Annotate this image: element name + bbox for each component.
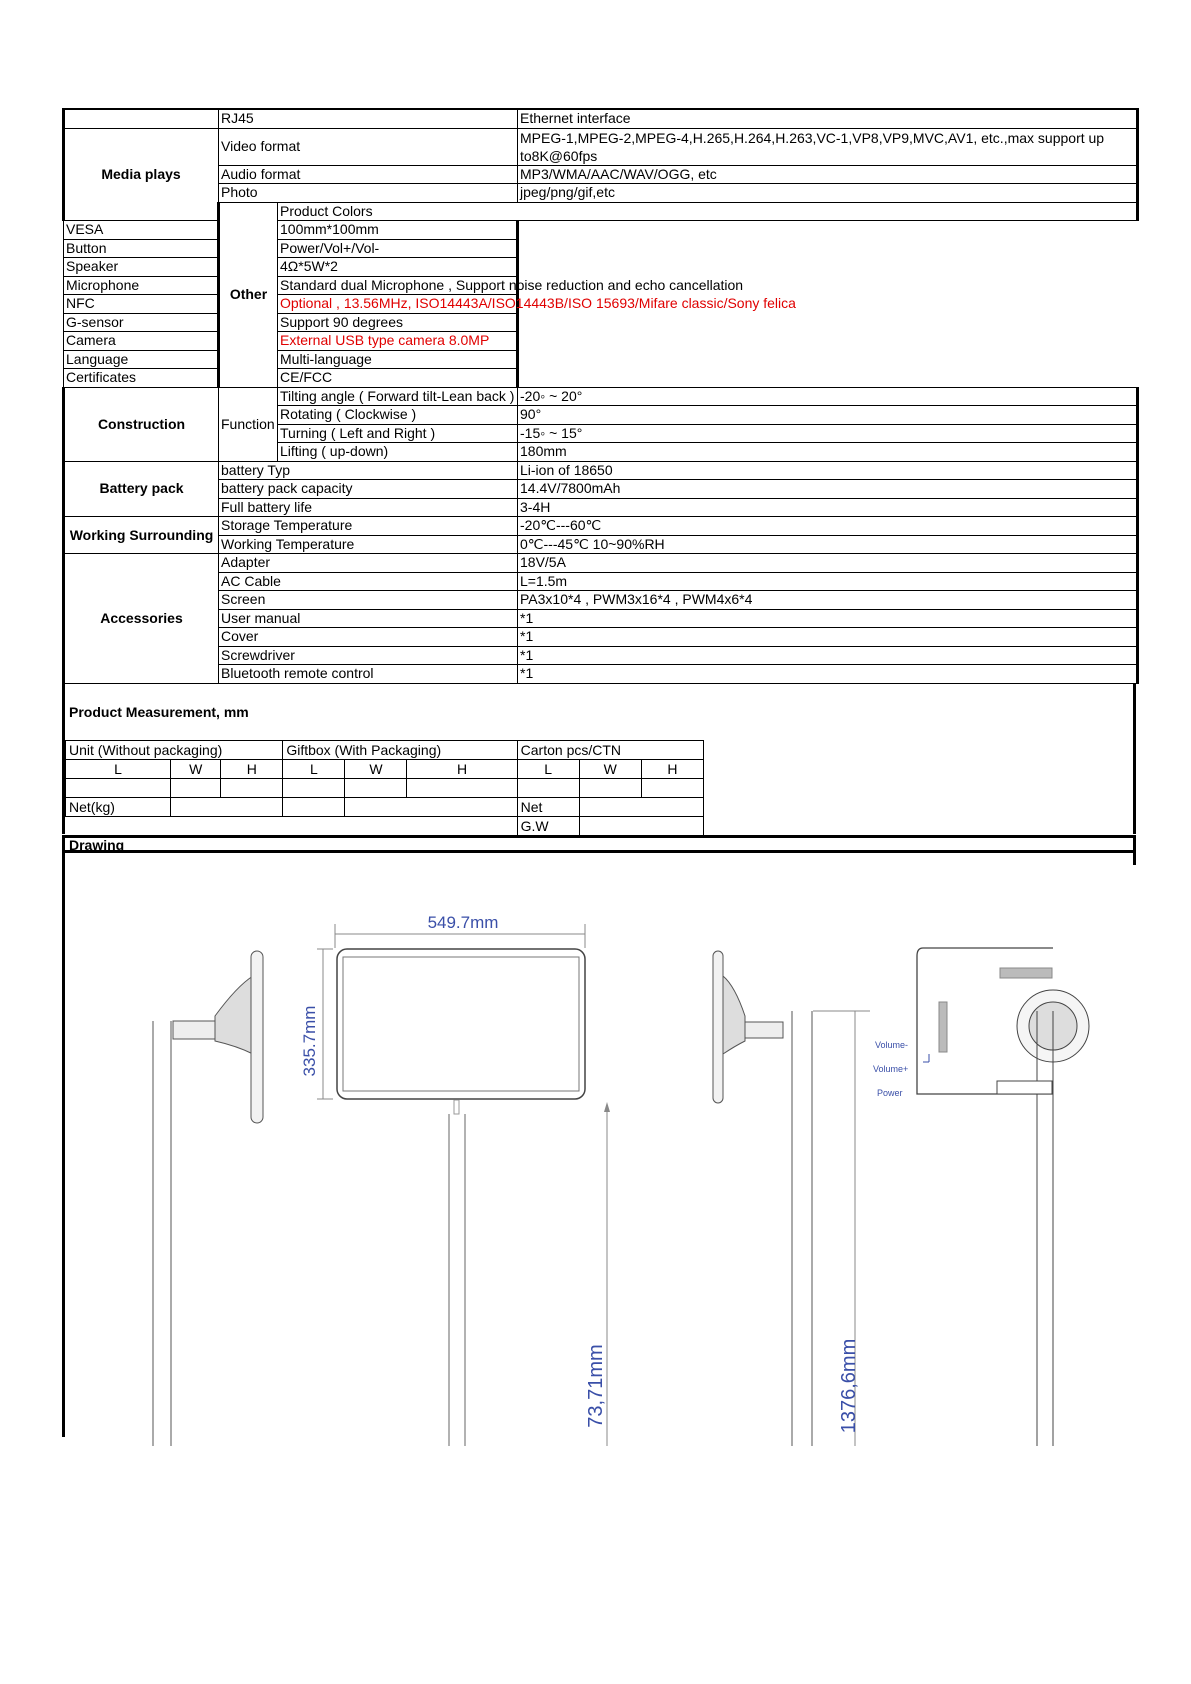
battery-value: Li-ion of 18650 <box>518 461 1138 480</box>
dim-w: W <box>345 759 407 778</box>
accessory-label: Adapter <box>219 554 518 573</box>
other-label: Camera <box>64 332 278 351</box>
other-label: NFC <box>64 295 278 314</box>
net-label: Net <box>517 797 579 816</box>
construction-label: Turning ( Left and Right ) <box>278 424 518 443</box>
battery-label: Full battery life <box>219 498 518 517</box>
category-construction: Construction <box>64 387 219 461</box>
working-label: Working Temperature <box>219 535 518 554</box>
dim-h: H <box>641 759 703 778</box>
other-label: Button <box>64 239 278 258</box>
dim-h: H <box>221 759 283 778</box>
other-label: Microphone <box>64 276 278 295</box>
giftbox-header: Giftbox (With Packaging) <box>283 740 517 759</box>
construction-value: -15◦ ~ 15° <box>518 424 1138 443</box>
other-value: Power/Vol+/Vol- <box>278 239 518 258</box>
side-view-left <box>153 951 263 1446</box>
function-label: Function <box>219 387 278 461</box>
measurement-section <box>62 684 1136 834</box>
category-other: Other <box>219 202 278 387</box>
accessory-label: User manual <box>219 609 518 628</box>
category-working-surrounding: Working Surrounding <box>64 517 219 554</box>
video-format-value: MPEG-1,MPEG-2,MPEG-4,H.265,H.264,H.263,VC-1,VP8,VP9,MVC,AV1, etc.,max support up to8K@60fps <box>518 128 1138 165</box>
accessory-value: *1 <box>518 646 1138 665</box>
spec-table <box>62 108 1139 684</box>
working-label: Storage Temperature <box>219 517 518 536</box>
construction-label: Lifting ( up-down) <box>278 443 518 462</box>
accessory-value: 18V/5A <box>518 554 1138 573</box>
other-label: Speaker <box>64 258 278 277</box>
rj45-value: Ethernet interface <box>518 109 1138 128</box>
video-format-label: Video format <box>219 128 518 165</box>
photo-label: Photo <box>219 184 518 203</box>
working-value: -20℃---60℃ <box>518 517 1138 536</box>
construction-value: -20◦ ~ 20° <box>518 387 1138 406</box>
construction-value: 90° <box>518 406 1138 425</box>
height-dimension: 335.7mm <box>300 1005 319 1077</box>
drawing-svg <box>65 856 1135 1446</box>
working-value: 0℃---45℃ 10~90%RH <box>518 535 1138 554</box>
other-label: G-sensor <box>64 313 278 332</box>
other-label: Language <box>64 350 278 369</box>
accessory-value: *1 <box>518 665 1138 684</box>
accessory-label: AC Cable <box>219 572 518 591</box>
category-media-plays: Media plays <box>64 128 219 221</box>
audio-format-value: MP3/WMA/AAC/WAV/OGG, etc <box>518 165 1138 184</box>
category-accessories: Accessories <box>64 554 219 684</box>
accessory-value: PA3x10*4 , PWM3x16*4 , PWM4x6*4 <box>518 591 1138 610</box>
width-dimension: 549.7mm <box>427 913 499 932</box>
other-value: 4Ω*5W*2 <box>278 258 518 277</box>
accessory-label: Bluetooth remote control <box>219 665 518 684</box>
volume-minus-label: Volume- <box>875 1040 909 1050</box>
power-label: Power <box>877 1088 903 1098</box>
category-battery-pack: Battery pack <box>64 461 219 517</box>
other-value: CE/FCC <box>278 369 518 388</box>
measurement-table <box>65 740 704 836</box>
product-drawing <box>65 856 1135 1446</box>
drawing-header <box>62 835 1136 853</box>
battery-value: 14.4V/7800mAh <box>518 480 1138 499</box>
accessory-value: *1 <box>518 609 1138 628</box>
dim-w: W <box>171 759 221 778</box>
accessory-label: Screen <box>219 591 518 610</box>
other-label: Certificates <box>64 369 278 388</box>
dim-w: W <box>579 759 641 778</box>
total-dimension: 1376,6mm <box>838 1338 860 1434</box>
nfc-value: Optional , 13.56MHz, ISO14443A/ISO14443B/ISO 15693/Mifare classic/Sony felica <box>278 295 518 314</box>
accessory-value: *1 <box>518 628 1138 647</box>
other-label: Product Colors <box>278 202 1138 221</box>
gw-label: G.W <box>517 816 579 835</box>
battery-label: battery pack capacity <box>219 480 518 499</box>
dim-l: L <box>283 759 345 778</box>
battery-label: battery Typ <box>219 461 518 480</box>
accessory-label: Screwdriver <box>219 646 518 665</box>
construction-label: Rotating ( Clockwise ) <box>278 406 518 425</box>
other-value: Standard dual Microphone , Support noise reduction and echo cancellation <box>278 276 518 295</box>
carton-header: Carton pcs/CTN <box>517 740 703 759</box>
other-value: Support 90 degrees <box>278 313 518 332</box>
back-detail-view <box>917 948 1089 1446</box>
accessory-value: L=1.5m <box>518 572 1138 591</box>
construction-value: 180mm <box>518 443 1138 462</box>
battery-value: 3-4H <box>518 498 1138 517</box>
audio-format-label: Audio format <box>219 165 518 184</box>
stand-dimension: 73,71mm <box>585 1344 607 1428</box>
dim-l: L <box>66 759 171 778</box>
rj45-label: RJ45 <box>219 109 518 128</box>
dim-h: H <box>407 759 517 778</box>
other-value: 100mm*100mm <box>278 221 518 240</box>
photo-value: jpeg/png/gif,etc <box>518 184 1138 203</box>
net-kg-label: Net(kg) <box>66 797 171 816</box>
other-label: VESA <box>64 221 278 240</box>
camera-value: External USB type camera 8.0MP <box>278 332 518 351</box>
front-view <box>317 924 610 1446</box>
accessory-label: Cover <box>219 628 518 647</box>
measurement-title: Product Measurement, mm <box>69 703 249 720</box>
spec-sheet <box>62 108 1136 834</box>
unit-header: Unit (Without packaging) <box>66 740 283 759</box>
construction-label: Tilting angle ( Forward tilt-Lean back ) <box>278 387 518 406</box>
volume-plus-label: Volume+ <box>873 1064 909 1074</box>
drawing-title: Drawing <box>69 837 125 853</box>
other-value: Multi-language <box>278 350 518 369</box>
dim-l: L <box>517 759 579 778</box>
